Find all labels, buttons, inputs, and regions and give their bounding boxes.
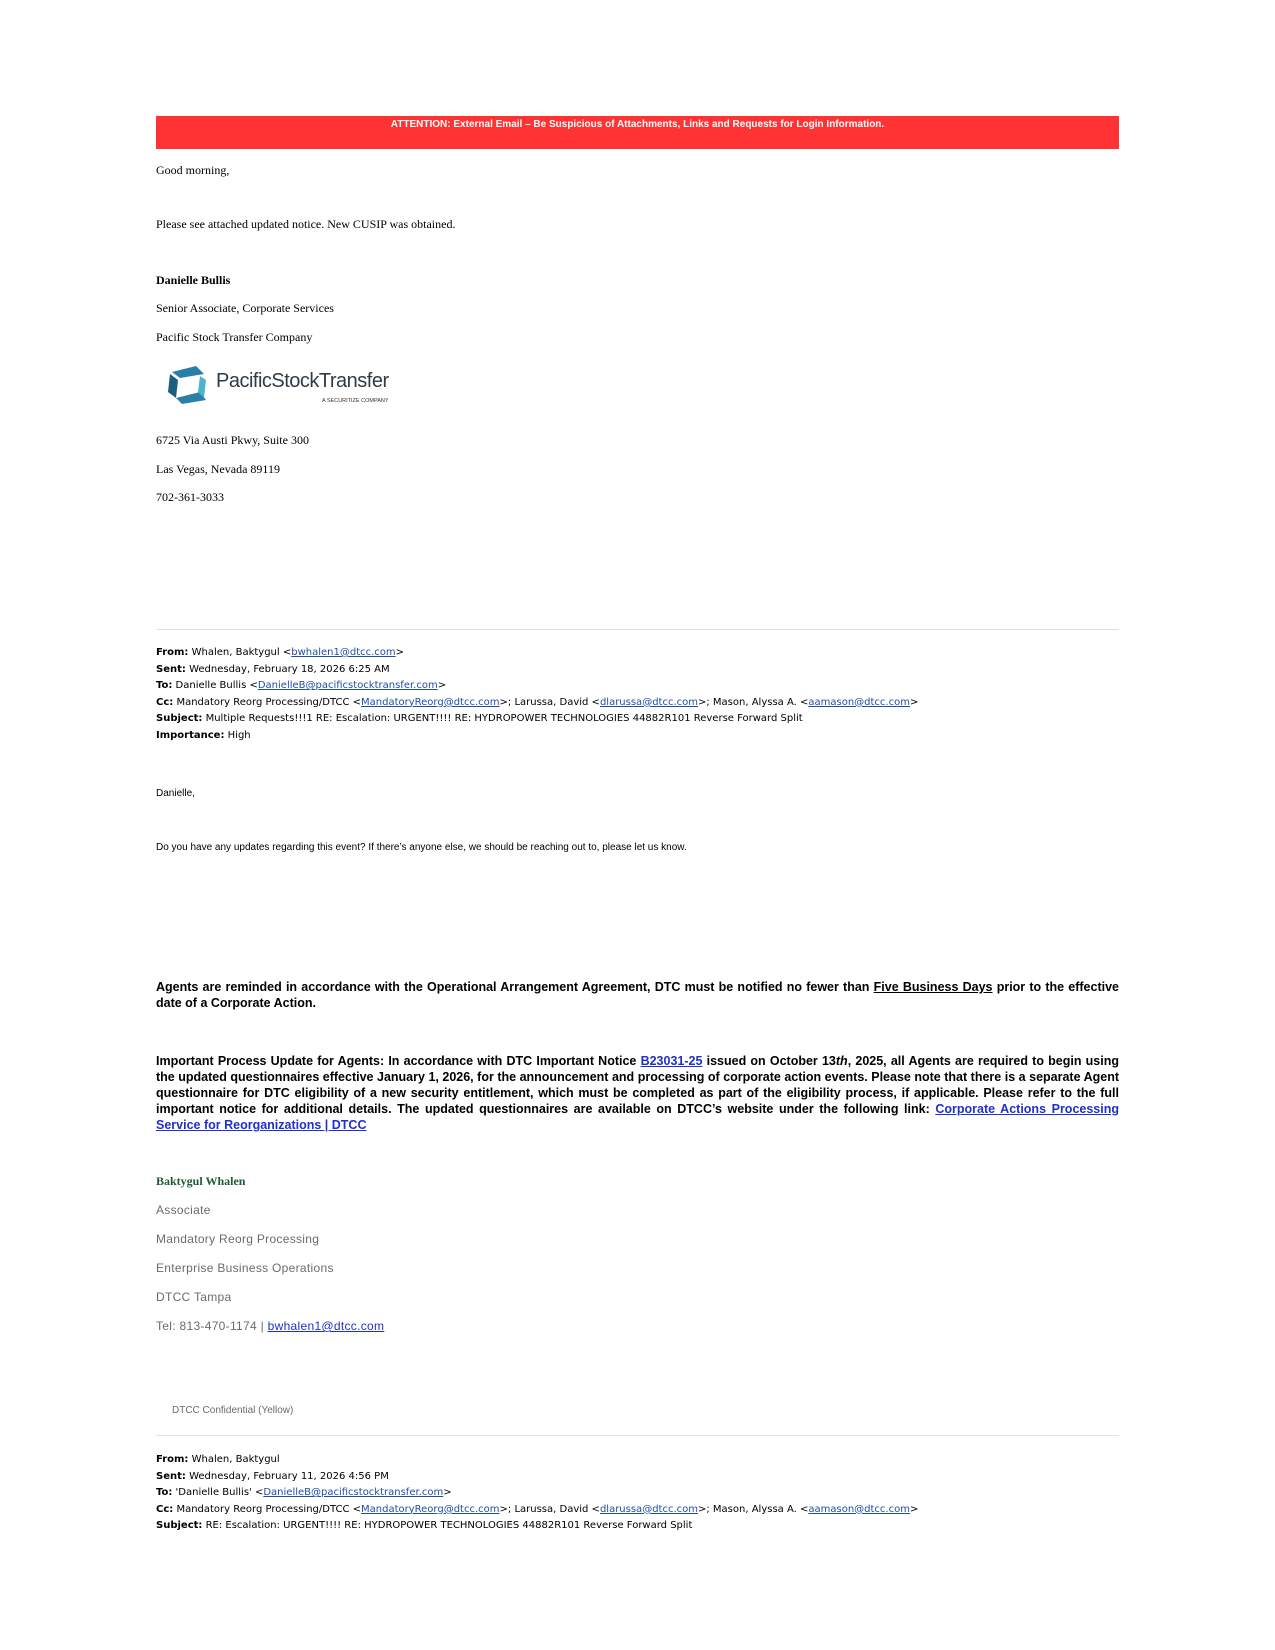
reply-body: Please see attached updated notice. New CUSIP was obtained. bbox=[156, 217, 456, 231]
important-notice-link[interactable]: B23031-25 bbox=[640, 1054, 703, 1068]
reply-greeting: Good morning, bbox=[156, 163, 230, 177]
five-business-days: Five Business Days bbox=[873, 980, 993, 994]
earlier-message-header bbox=[156, 1452, 918, 1535]
signature-company: Pacific Stock Transfer Company bbox=[156, 330, 313, 344]
banner-text: External Email – Be Suspicious of Attachments, Links and Requests for Login Information. bbox=[450, 119, 885, 130]
sender-email-link[interactable]: bwhalen1@dtcc.com bbox=[267, 1319, 385, 1333]
logo-wordmark: PacificStockTransfer bbox=[216, 370, 389, 392]
external-email-banner bbox=[156, 116, 1119, 149]
from-email-link[interactable]: bwhalen1@dtcc.com bbox=[291, 647, 396, 658]
message-divider bbox=[156, 629, 1119, 630]
pacific-stock-transfer-logo bbox=[166, 364, 396, 412]
cc2-email-link-1[interactable]: MandatoryReorg@dtcc.com bbox=[361, 1503, 500, 1515]
logo-mark-icon bbox=[166, 364, 210, 406]
cc2-email-link-2[interactable]: dlarussa@dtcc.com bbox=[599, 1503, 698, 1515]
to2-email-link[interactable]: DanielleB@pacificstocktransfer.com bbox=[263, 1487, 444, 1499]
header-from: From: Whalen, Baktygul <bwhalen1@dtcc.com> bbox=[156, 647, 405, 658]
header-importance: Importance: High bbox=[156, 729, 251, 741]
sender-department: Mandatory Reorg Processing bbox=[156, 1232, 320, 1246]
signature-address-line1: 6725 Via Austi Pkwy, Suite 300 bbox=[156, 433, 309, 447]
process-update-notice: Important Process Update for Agents: In accordance with DTC Important Notice B23031-25 issued on October 13th, 2025, all Agents are required to begin using the updated questionnaires effective January 1, 2026, for the announcement and processing of corporate action events. Please note that there is a separate Agent questionnaire for DTC eligibility of a new security entitlement, which must be completed as part of the eligibility process, if applicable. Please refer to the full important notice for additional details. The updated questionnaires are available on DTCC’s website under the following link: Corporate Actions Processing Service for Reorganizations | DTCC bbox=[156, 1054, 1120, 1132]
sender-title: Associate bbox=[156, 1203, 211, 1217]
banner-prefix: ATTENTION: bbox=[390, 119, 451, 130]
header-sent: Sent: Wednesday, February 18, 2026 6:25 AM bbox=[156, 663, 390, 675]
cc-email-link-3[interactable]: aamason@dtcc.com bbox=[808, 696, 910, 708]
dtcc-reorg-link[interactable]: Corporate Actions Processing Service for Reorganizations | DTCC bbox=[156, 1102, 1119, 1132]
header-subject: Subject: Multiple Requests!!!1 RE: Escalation: URGENT!!!! RE: HYDROPOWER TECHNOLOGIES 44882R101 Reverse Forward Split bbox=[156, 713, 803, 725]
sender-signature-name: Baktygul Whalen bbox=[156, 1174, 246, 1188]
header-cc: Cc: Mandatory Reorg Processing/DTCC <MandatoryReorg@dtcc.com>; Larussa, David <dlarussa@dtcc.com>; Mason, Alyssa A. <aamason@dtcc.com> bbox=[156, 696, 919, 708]
header2-cc: Cc: Mandatory Reorg Processing/DTCC <MandatoryReorg@dtcc.com>; Larussa, David <dlarussa@dtcc.com>; Mason, Alyssa A. <aamason@dtcc.com> bbox=[156, 1503, 919, 1515]
message-header bbox=[156, 645, 918, 745]
sender-contact: Tel: 813-470-1174 | bwhalen1@dtcc.com bbox=[156, 1319, 385, 1333]
signature-title: Senior Associate, Corporate Services bbox=[156, 301, 334, 315]
confidential-label: DTCC Confidential (Yellow) bbox=[172, 1405, 294, 1416]
sender-location: DTCC Tampa bbox=[156, 1290, 232, 1304]
header2-sent: Sent: Wednesday, February 11, 2026 4:56 PM bbox=[156, 1470, 389, 1482]
signature-address-line2: Las Vegas, Nevada 89119 bbox=[156, 462, 280, 476]
header-to: To: Danielle Bullis <DanielleB@pacificstocktransfer.com> bbox=[156, 680, 447, 692]
logo-subtext: A SECURITIZE COMPANY bbox=[322, 398, 389, 404]
signature-name: Danielle Bullis bbox=[156, 273, 231, 287]
header2-to: To: 'Danielle Bullis' <DanielleB@pacificstocktransfer.com> bbox=[156, 1487, 452, 1499]
to-email-link[interactable]: DanielleB@pacificstocktransfer.com bbox=[257, 680, 438, 692]
cc2-email-link-3[interactable]: aamason@dtcc.com bbox=[808, 1503, 910, 1515]
sender-division: Enterprise Business Operations bbox=[156, 1261, 334, 1275]
message-greeting: Danielle, bbox=[156, 788, 195, 799]
signature-phone: 702-361-3033 bbox=[156, 490, 224, 504]
agent-reminder-notice: Agents are reminded in accordance with the Operational Arrangement Agreement, DTC must be notified no fewer than Five Business Days prior to the effective date of a Corporate Action. bbox=[156, 980, 1119, 1010]
cc-email-link-2[interactable]: dlarussa@dtcc.com bbox=[599, 696, 698, 708]
cc-email-link-1[interactable]: MandatoryReorg@dtcc.com bbox=[361, 696, 500, 708]
message-body: Do you have any updates regarding this event? If there’s anyone else, we should be reaching out to, please let us know. bbox=[156, 842, 687, 853]
header2-from: From: Whalen, Baktygul bbox=[156, 1454, 280, 1465]
header2-subject: Subject: RE: Escalation: URGENT!!!! RE: HYDROPOWER TECHNOLOGIES 44882R101 Reverse Forward Split bbox=[156, 1520, 693, 1532]
message-divider-2 bbox=[156, 1435, 1119, 1436]
